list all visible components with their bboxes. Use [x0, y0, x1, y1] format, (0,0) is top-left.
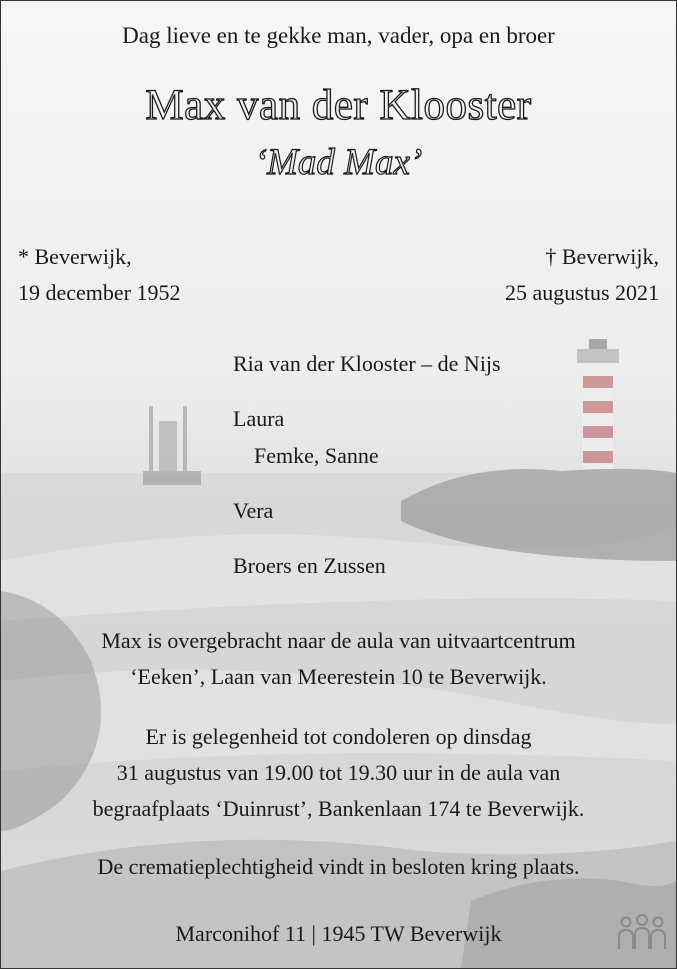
people-group-icon — [616, 913, 668, 953]
family-child: Vera — [233, 498, 274, 523]
platform — [143, 406, 201, 485]
paragraph-line: 31 augustus van 19.00 tot 19.30 uur in de aula van — [116, 760, 561, 785]
birth-place: * Beverwijk, — [18, 244, 132, 269]
nickname: ‘Mad Max’ — [254, 142, 423, 183]
birth-date: 19 december 1952 — [18, 280, 181, 305]
address: Marconihof 11 | 1945 TW Beverwijk — [175, 921, 502, 946]
paragraph-line: begraafplaats ‘Duinrust’, Bankenlaan 174 te Beverwijk. — [92, 796, 585, 821]
death-date: 25 augustus 2021 — [505, 280, 659, 305]
paragraph-line: ‘Eeken’, Laan van Meerestein 10 te Beverwijk. — [130, 664, 547, 689]
deceased-name: Max van der Klooster — [145, 82, 532, 129]
family-child: Laura — [233, 406, 285, 431]
family-grandchildren: Femke, Sanne — [254, 443, 379, 468]
paragraph-cremation — [1, 849, 676, 885]
paragraph-location — [1, 623, 676, 695]
paragraph-condolences — [1, 719, 676, 827]
family-spouse: Ria van der Klooster – de Nijs — [233, 351, 501, 376]
death-info — [505, 239, 659, 311]
lighthouse — [577, 339, 619, 469]
paragraph-line: Er is gelegenheid tot condoleren op dinsdag — [145, 724, 532, 749]
birth-info — [18, 239, 181, 311]
paragraph-line: Max is overgebracht naar de aula van uitvaartcentrum — [101, 628, 576, 653]
family-siblings: Broers en Zussen — [233, 553, 386, 578]
death-place: † Beverwijk, — [545, 244, 659, 269]
intro-line: Dag lieve en te gekke man, vader, opa en broer — [122, 23, 555, 48]
paragraph-line: De crematieplechtigheid vindt in besloten kring plaats. — [97, 854, 580, 879]
